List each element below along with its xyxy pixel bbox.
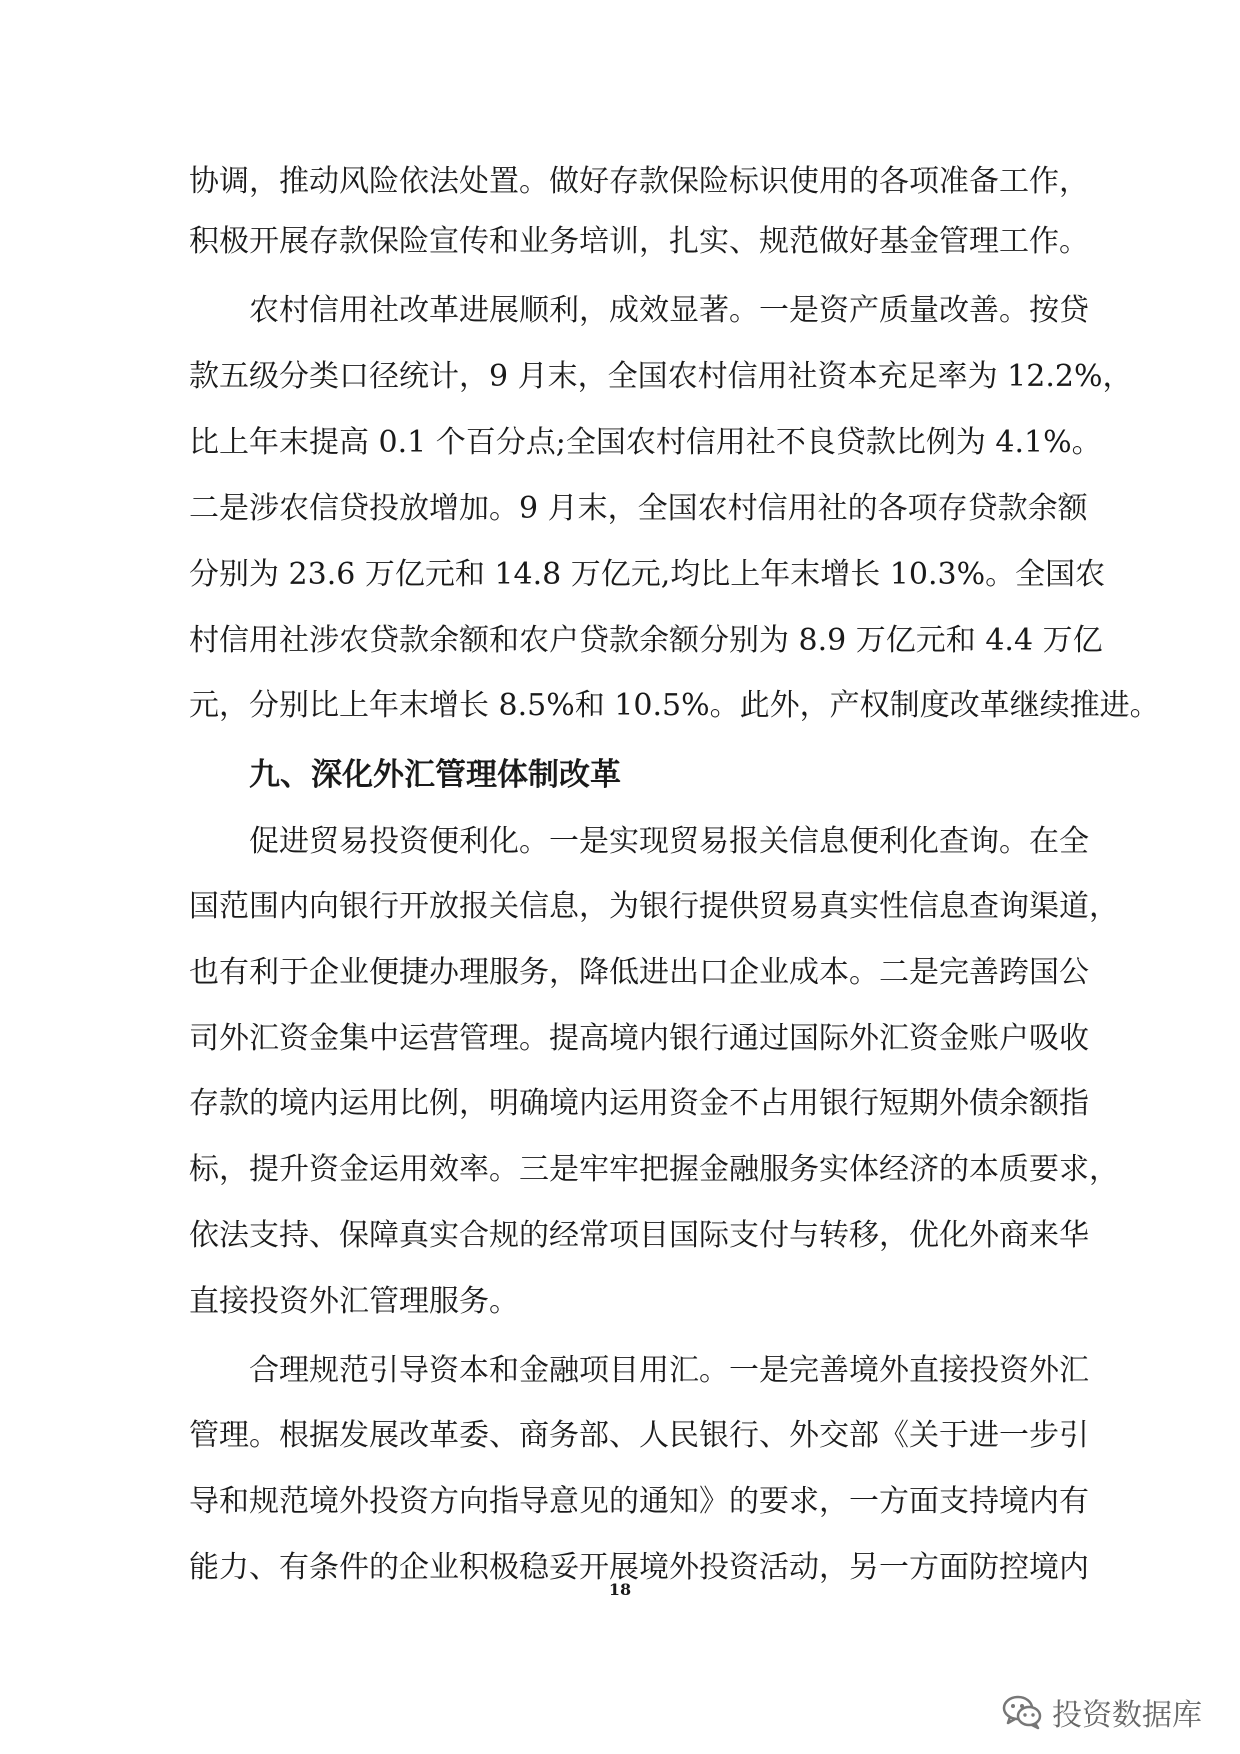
wechat-icon — [1002, 1694, 1042, 1730]
watermark — [1002, 1690, 1202, 1734]
section-heading: 九、深化外汇管理体制改革 — [249, 757, 621, 793]
paragraph-line: 二是涉农信贷投放增加。9 月末，全国农村信用社的各项存贷款余额 — [189, 491, 1088, 526]
paragraph-line: 农村信用社改革进展顺利，成效显著。一是资产质量改善。按贷 — [249, 293, 1089, 328]
paragraph-line: 协调，推动风险依法处置。做好存款保险标识使用的各项准备工作， — [189, 164, 1089, 199]
paragraph-line: 也有利于企业便捷办理服务，降低进出口企业成本。二是完善跨国公 — [189, 955, 1089, 990]
paragraph-line: 促进贸易投资便利化。一是实现贸易报关信息便利化查询。在全 — [249, 824, 1089, 859]
watermark-text: 投资数据库 — [1052, 1698, 1202, 1733]
paragraph-line: 合理规范引导资本和金融项目用汇。一是完善境外直接投资外汇 — [249, 1353, 1089, 1388]
paragraph-line: 分别为 23.6 万亿元和 14.8 万亿元,均比上年末增长 10.3%。全国农 — [189, 557, 1106, 592]
paragraph-line: 元，分别比上年末增长 8.5%和 10.5%。此外，产权制度改革继续推进。 — [189, 688, 1160, 723]
paragraph-line: 比上年末提高 0.1 个百分点;全国农村信用社不良贷款比例为 4.1%。 — [189, 425, 1102, 460]
paragraph-line: 能力、有条件的企业积极稳妥开展境外投资活动，另一方面防控境内 — [189, 1550, 1089, 1585]
paragraph-line: 村信用社涉农贷款余额和农户贷款余额分别为 8.9 万亿元和 4.4 万亿 — [189, 623, 1103, 658]
paragraph-line: 标，提升资金运用效率。三是牢牢把握金融服务实体经济的本质要求， — [189, 1152, 1119, 1187]
paragraph-line: 依法支持、保障真实合规的经常项目国际支付与转移，优化外商来华 — [189, 1218, 1089, 1253]
paragraph-line: 积极开展存款保险宣传和业务培训，扎实、规范做好基金管理工作。 — [189, 224, 1089, 259]
paragraph-line: 款五级分类口径统计，9 月末，全国农村信用社资本充足率为 12.2%， — [189, 359, 1133, 394]
paragraph-line: 存款的境内运用比例，明确境内运用资金不占用银行短期外债余额指 — [189, 1086, 1089, 1121]
paragraph-line: 直接投资外汇管理服务。 — [189, 1284, 519, 1319]
page-number: 18 — [608, 1580, 632, 1599]
paragraph-line: 国范围内向银行开放报关信息，为银行提供贸易真实性信息查询渠道， — [189, 889, 1119, 924]
paragraph-line: 司外汇资金集中运营管理。提高境内银行通过国际外汇资金账户吸收 — [189, 1021, 1089, 1056]
paragraph-line: 导和规范境外投资方向指导意见的通知》的要求，一方面支持境内有 — [189, 1484, 1089, 1519]
paragraph-line: 管理。根据发展改革委、商务部、人民银行、外交部《关于进一步引 — [189, 1418, 1089, 1453]
